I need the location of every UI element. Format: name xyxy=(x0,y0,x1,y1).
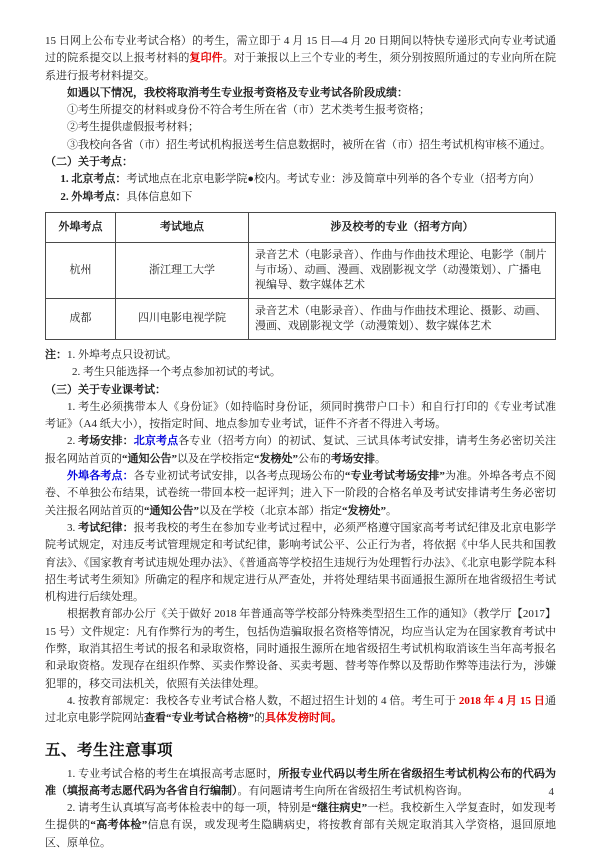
text-run: 考场安排： xyxy=(78,435,134,448)
paragraph-disqualification-item-1 xyxy=(45,102,556,119)
text-run: （二）关于考点： xyxy=(45,156,133,169)
paragraph-note-2 xyxy=(45,364,556,381)
text-run: 考试纪律： xyxy=(78,521,134,534)
text-run: 为准。外埠各考点不阅卷、不单独公布结果，试卷统一带回本校一起评判；进入下一阶段的合格名单及考试安排请考生务必密切关注报名网站首页的 xyxy=(45,470,557,517)
text-run: 各专业初试考试安排，以各考点现场公布的 xyxy=(133,470,345,483)
text-run: 2. 请考生认真填写高考体检表中的每一项，特别是 xyxy=(67,802,312,815)
paragraph-ministry-notice xyxy=(45,606,556,692)
page-number: 4 xyxy=(548,786,554,798)
paragraph-disqualification-intro xyxy=(45,85,556,102)
text-run: “专业考试合格榜” xyxy=(166,712,254,725)
paragraph-id-requirements xyxy=(45,399,556,434)
table-row-hangzhou xyxy=(46,242,556,298)
text-run: 的 xyxy=(254,712,265,725)
cell-site: 杭州 xyxy=(46,242,116,298)
table-header-location: 考试地点 xyxy=(116,212,249,242)
text-run: 。 xyxy=(375,452,386,465)
text-run: “通知公告” xyxy=(144,504,199,517)
text-run: 2. 外埠考点： xyxy=(60,190,127,203)
text-run: 报考我校的考生在参加专业考试过程中，必须严格遵守国家高考考试纪律及北京电影学院考试规定，对违反考试管理规定和考试纪律，影响考试公平、公正行为者，将依据《中华人民共和国教育法》、《国家教育考试违规处理办法》、《普通高等学校招生违规行为处理暂行办法》、《北京电影学院本科招生考试考生须知》所确定的程序和规定进行从严查处，并将处理结果书面通报生源所在地省级招生考试机构进行后续处理。 xyxy=(45,521,557,604)
text-run: 注： xyxy=(45,348,67,361)
text-run: 公布的 xyxy=(298,452,331,465)
text-run: 。对于兼报以上三个专业的考生，须分别按照所通过的专业向所在院系进行报考材料提交。 xyxy=(45,52,557,82)
text-run: 以及在学校指定 xyxy=(177,452,254,465)
text-run: 通过北京电影学院网站 xyxy=(45,694,556,725)
text-run: 2. xyxy=(67,435,79,448)
text-run: ②考生提供虚假报考材料； xyxy=(67,121,199,134)
table-row-chengdu xyxy=(46,298,556,339)
text-run: 一栏。我校新生入学复查时，如发现考生提供的 xyxy=(45,802,557,832)
text-run: 北京考点 xyxy=(133,435,179,448)
text-run: 具体发榜时间。 xyxy=(265,712,342,725)
text-run: “通知公告” xyxy=(122,452,177,465)
text-run: 1. 专业考试合格的考生在填报高考志愿时， xyxy=(67,767,279,780)
paragraph-other-sites xyxy=(45,189,556,206)
text-run: 。有问题请考生向所在省级招生考试机构咨询。 xyxy=(237,784,469,797)
exam-sites-table xyxy=(45,212,556,340)
text-run: “专业考试考场安排” xyxy=(344,470,445,483)
text-run: 15 日网上公布专业考试合格）的考生，需立即于 4 月 15 日—4 月 20 日期间以特快专递形式向专业考试通过的院系提交以上报考材料的 xyxy=(45,35,556,65)
paragraph-venue-arrangement-other xyxy=(45,468,556,520)
paragraph-disqualification-item-3 xyxy=(45,137,556,154)
text-run: ③我校向各省（市）招生考试机构报送考生信息数据时，被所在省（市）招生考试机构审核不通过。 xyxy=(67,138,551,151)
section-heading-professional-exam xyxy=(45,382,556,399)
paragraph-note-medical-exam xyxy=(45,800,556,852)
text-run: 信息有误，或发现考生隐瞒病史，将按教育部有关规定取消其入学资格，退回原地区、原单位。 xyxy=(45,819,557,849)
text-run: 考场安排 xyxy=(331,452,375,465)
paragraph-disqualification-item-2 xyxy=(45,119,556,136)
text-run: 3. xyxy=(67,521,79,534)
text-run: （三）关于专业课考试： xyxy=(45,383,166,396)
text-run: 1. 考生必须携带本人《身份证》（如持临时身份证，须同时携带户口卡）和自行打印的《专业考试准考证》（A4 纸大小），按指定时间、地点参加专业考试，证件不齐者不得进入考场。 xyxy=(45,400,556,431)
text-run: 2. 考生只能选择一个考点参加初试的考试。 xyxy=(71,366,281,379)
text-run: 1. 北京考点： xyxy=(60,173,127,186)
cell-location: 浙江理工大学 xyxy=(116,242,249,298)
text-run: 如遇以下情况，我校将取消考生专业报考资格及专业考试各阶段成绩： xyxy=(67,86,408,99)
text-run: 复印件 xyxy=(189,52,223,65)
text-run: “继往病史” xyxy=(311,802,368,815)
cell-majors: 录音艺术（电影录音）、作曲与作曲技术理论、电影学（制片与市场）、动画、漫画、戏剧影视文学（动漫策划）、广播电视编导、数字媒体艺术 xyxy=(249,242,556,298)
paragraph-materials-continuation xyxy=(45,33,556,85)
paragraph-venue-arrangement-beijing xyxy=(45,433,556,468)
table-header-row xyxy=(46,212,556,242)
text-run: 1. 外埠考点只设初试。 xyxy=(67,348,177,361)
text-run: 所报专业代码以考生所在省级招生考试机构公布的代码为准（填报高考志愿代码为各省自行编制） xyxy=(45,767,557,797)
text-run: 。 xyxy=(386,504,397,517)
paragraph-note-1 xyxy=(45,347,556,364)
text-run: 各专业（招考方向）的初试、复试、三试具体考试安排，请考生务必密切关注报名网站首页的 xyxy=(45,435,557,465)
paragraph-exam-discipline xyxy=(45,520,556,606)
text-run: 外埠各考点： xyxy=(67,470,134,483)
text-run: 查看 xyxy=(144,712,166,725)
cell-location: 四川电影电视学院 xyxy=(116,298,249,339)
text-run: ①考生所提交的材料或身份不符合考生所在省（市）艺术类考生报考资格； xyxy=(67,104,430,117)
text-run: 根据教育部办公厅《关于做好 2018 年普通高等学校部分特殊类型招生工作的通知》（教学厅【2017】15 号）文件规定：凡有作弊行为的考生，包括伪造骗取报名资格等情况，均应当认定为在国家教育考试中作弊，取消其招生考试的报名和录取资格，同时通报生源所在地省级招生考试机构取消该生当年高考报名和录取资格。发现存在组织作弊、买卖作弊设备、买卖考题、替考等作弊以及帮助作弊等违法行为，涉嫌犯罪的，移交司法机关，依照有关法律处理。 xyxy=(45,608,556,690)
table-header-site: 外埠考点 xyxy=(46,212,116,242)
text-run: “高考体检” xyxy=(90,819,148,832)
section-heading-exam-sites xyxy=(45,154,556,171)
paragraph-note-major-codes xyxy=(45,766,556,801)
text-run: 2018 年 4 月 15 日 xyxy=(458,694,545,707)
table-header-majors: 涉及校考的专业（招考方向） xyxy=(249,212,556,242)
text-run: “发榜处” xyxy=(254,452,298,465)
text-run: 4. 按教育部规定：我校各专业考试合格人数，不超过招生计划的 4 倍。考生可于 xyxy=(67,694,459,707)
text-run: 具体信息如下 xyxy=(126,190,193,203)
section-heading-candidate-notes: 五、考生注意事项 xyxy=(45,741,174,759)
text-run: “发榜处” xyxy=(342,504,386,517)
text-run: 考试地点在北京电影学院●校内。考试专业：涉及简章中列举的各个专业（招考方向） xyxy=(126,173,541,186)
paragraph-beijing-site xyxy=(45,171,556,188)
paragraph-pass-list xyxy=(45,693,556,728)
cell-majors: 录音艺术（电影录音）、作曲与作曲技术理论、摄影、动画、漫画、戏剧影视文学（动漫策划）、数字媒体艺术 xyxy=(249,298,556,339)
text-run: 以及在学校（北京本部）指定 xyxy=(199,504,342,517)
cell-site: 成都 xyxy=(46,298,116,339)
